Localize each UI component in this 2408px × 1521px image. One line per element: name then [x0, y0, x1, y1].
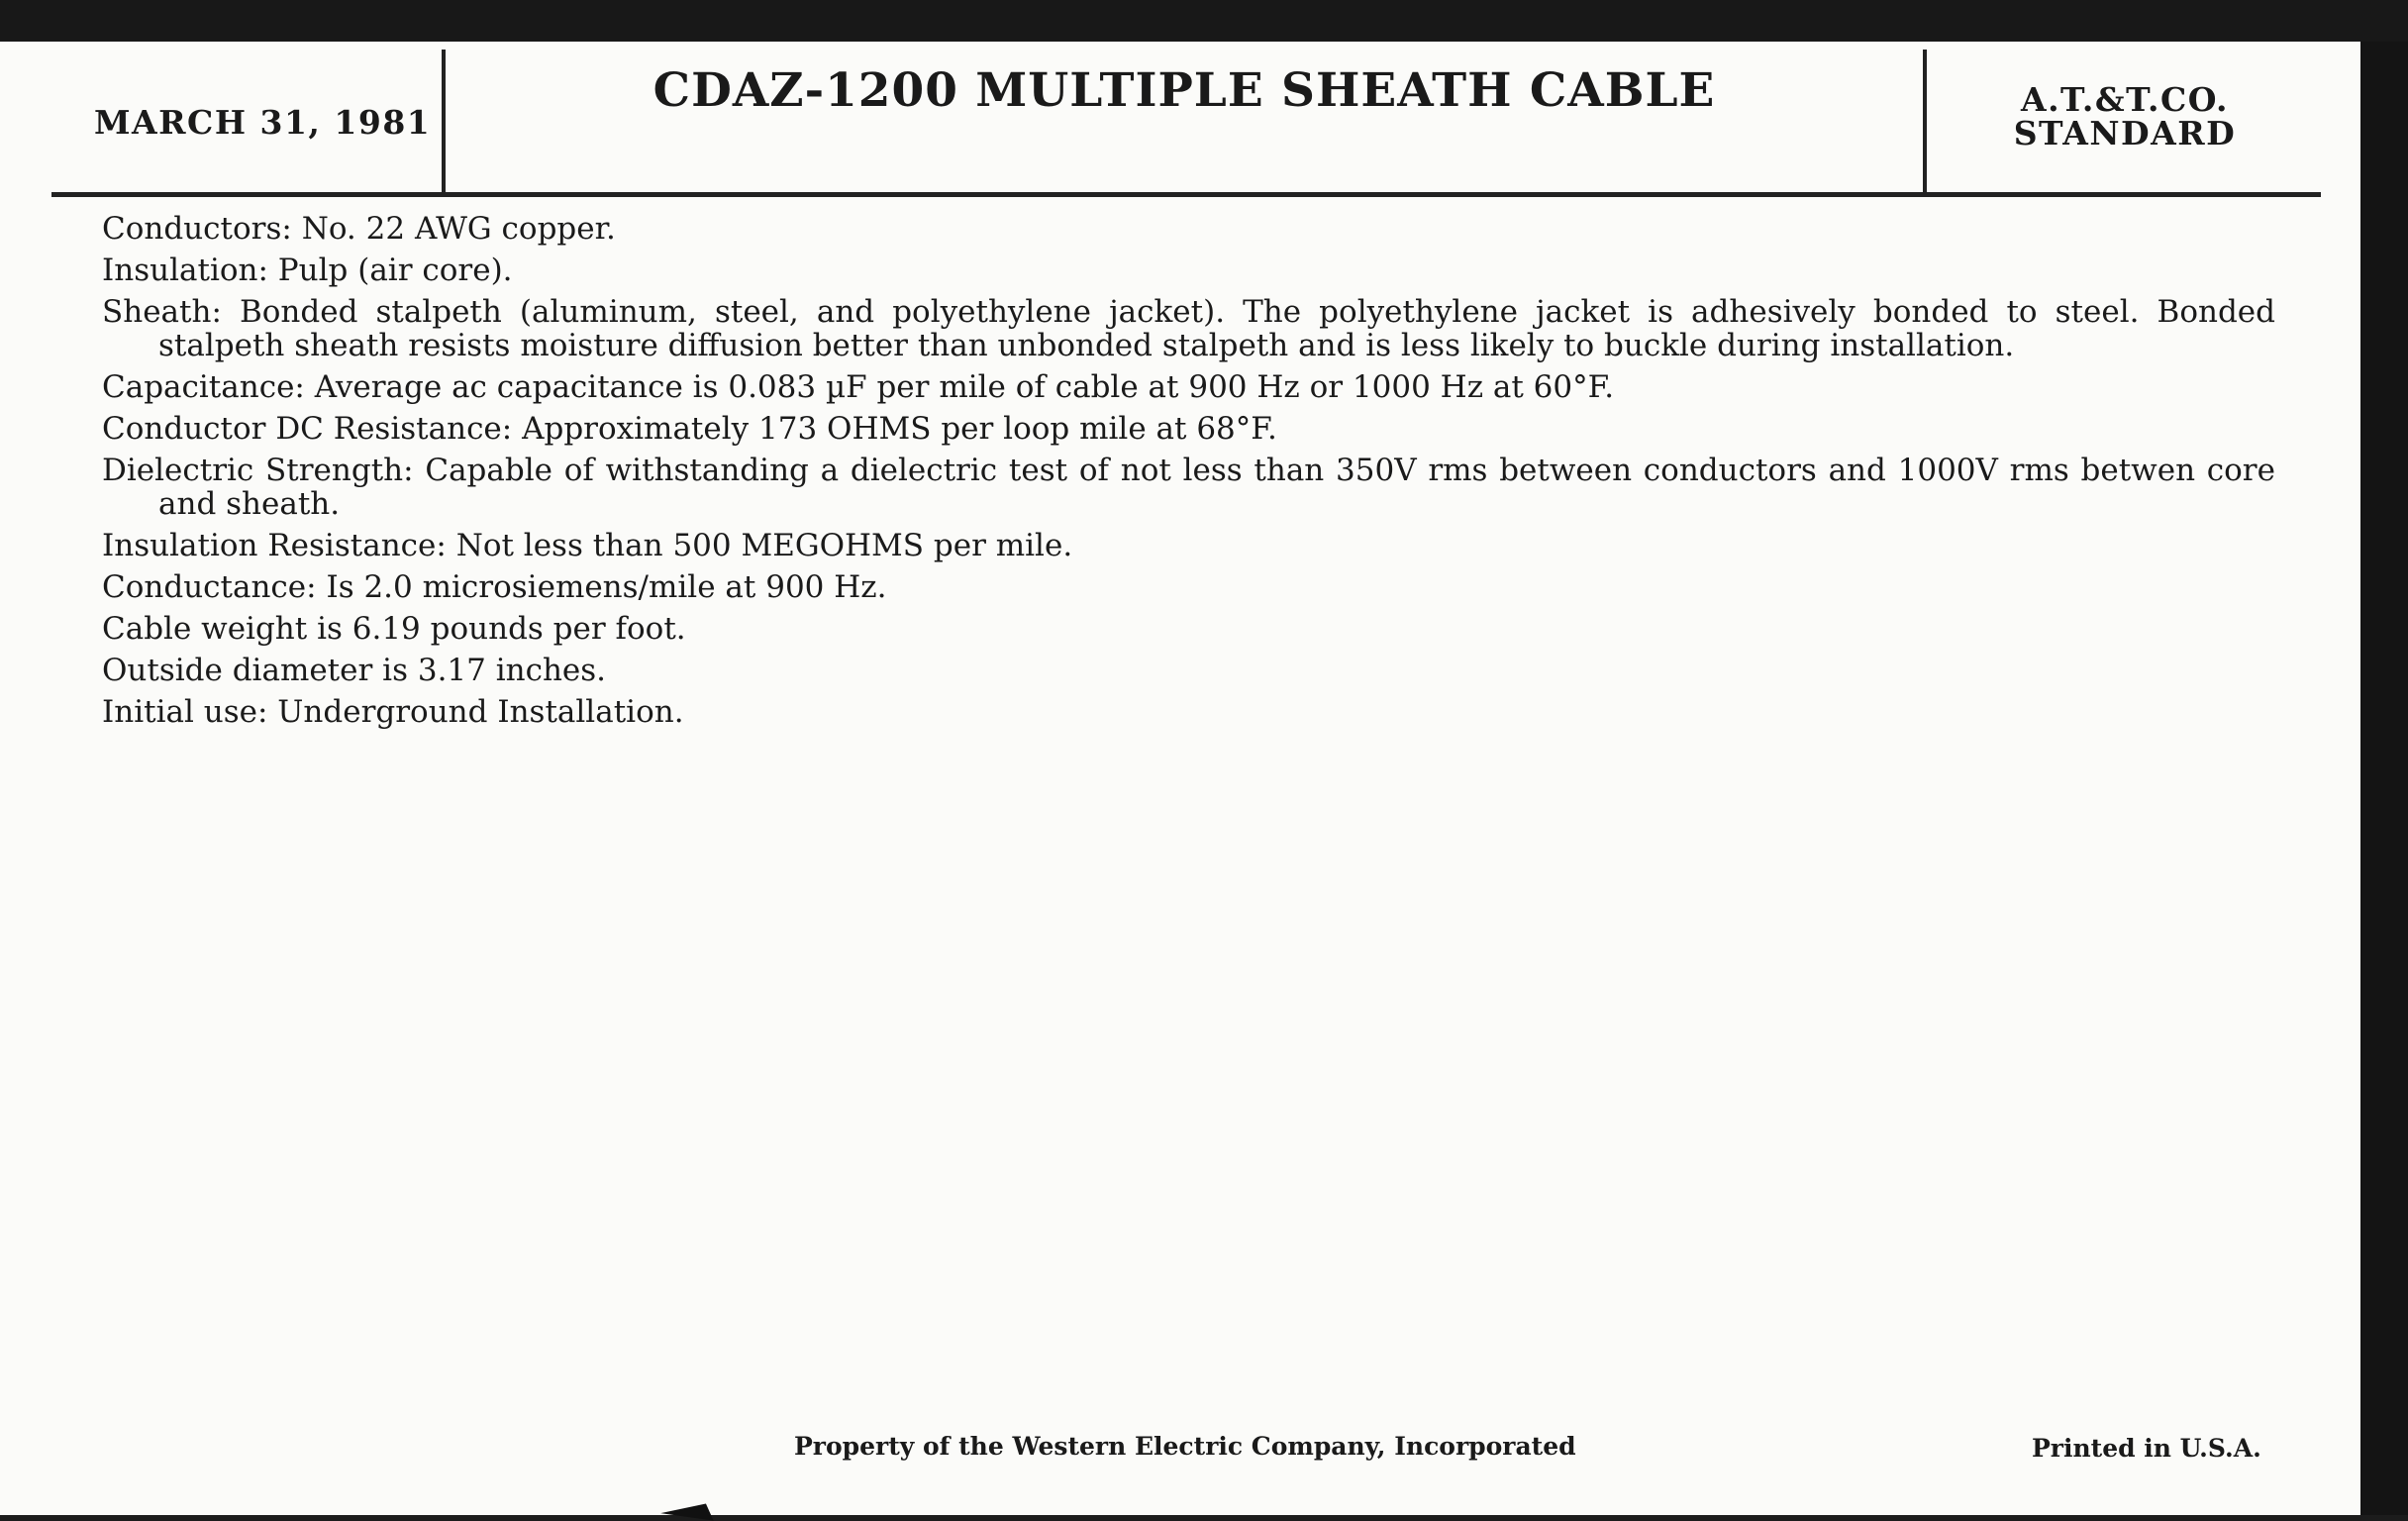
- card-header: [0, 42, 2360, 192]
- spec-item: [102, 212, 2275, 246]
- spec-text: Bonded stalpeth (aluminum, steel, and polyethylene jacket). The polyethylene jacket is adhesively bonded to steel. Bonded stalpeth sheath resists moisture diffusion better than unbonded stalpeth and is less likely to buckle during installation.: [158, 294, 2275, 363]
- spec-text: Approximately 173 OHMS per loop mile at 68°F.: [522, 411, 1277, 447]
- spec-item: [102, 654, 2275, 687]
- issue-date: MARCH 31, 1981: [94, 103, 432, 142]
- standard-label: [1927, 80, 2323, 152]
- spec-term: Capacitance :: [102, 369, 315, 405]
- spec-term: Insulation :: [102, 253, 278, 288]
- scan-border-right: [2360, 42, 2408, 1515]
- spec-item: [102, 412, 2275, 446]
- spec-text: Average ac capacitance is 0.083 µF per mile of cable at 900 Hz or 1000 Hz at 60°F.: [314, 369, 1615, 405]
- spec-text: Capable of withstanding a dielectric test of not less than 350V rms between conductors and 1000V rms betwen core and sheath.: [158, 453, 2275, 522]
- spec-term: Dielectric Strength :: [102, 453, 425, 488]
- spec-text: Is 2.0 microsiemens/mile at 900 Hz.: [326, 569, 887, 605]
- spec-text: Outside diameter is 3.17 inches.: [102, 653, 607, 688]
- spec-item: [102, 695, 2275, 729]
- spec-item: [102, 254, 2275, 287]
- spec-text: No. 22 AWG copper.: [301, 211, 616, 247]
- spec-item: [102, 529, 2275, 562]
- spec-item: [102, 454, 2275, 521]
- spec-text: Not less than 500 MEGOHMS per mile.: [455, 528, 1073, 563]
- spec-text: Cable weight is 6.19 pounds per foot.: [102, 611, 686, 647]
- header-rule: [51, 192, 2321, 197]
- spec-list: [102, 212, 2275, 737]
- printed-notice: Printed in U.S.A.: [2032, 1434, 2261, 1463]
- spec-text: Underground Installation.: [277, 694, 684, 730]
- page-title: CDAZ-1200 MULTIPLE SHEATH CABLE: [652, 63, 1716, 118]
- spec-term: Insulation Resistance :: [102, 528, 456, 563]
- spec-term: Initial use :: [102, 694, 277, 730]
- spec-term: Conductance :: [102, 569, 326, 605]
- standard-line-1: A.T.&T.CO.: [2020, 80, 2230, 119]
- spec-term: Conductors :: [102, 211, 302, 247]
- standard-line-2: STANDARD: [2013, 114, 2237, 152]
- spec-card: [0, 42, 2360, 1515]
- spec-text: Pulp (air core).: [277, 253, 513, 288]
- spec-item: [102, 570, 2275, 604]
- spec-item: [102, 295, 2275, 362]
- spec-item: [102, 612, 2275, 646]
- spec-term: Conductor DC Resistance :: [102, 411, 522, 447]
- spec-item: [102, 370, 2275, 404]
- scan-border-top: [0, 0, 2408, 42]
- property-notice: Property of the Western Electric Company, Incorporated: [794, 1432, 1576, 1461]
- spec-term: Sheath :: [102, 294, 240, 330]
- scan-mark: [660, 1497, 716, 1520]
